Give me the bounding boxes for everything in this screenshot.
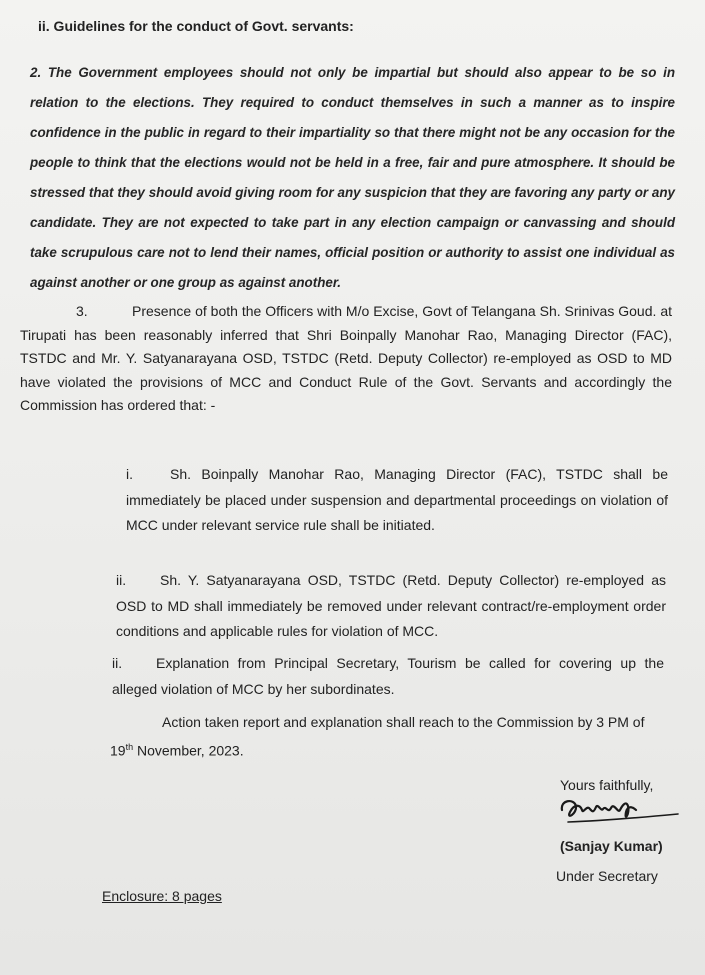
action-date-suffix: th [125,742,134,752]
order-item-1-text: Sh. Boinpally Manohar Rao, Managing Director (FAC), TSTDC shall be immediately be placed under suspension and departmental proceedings on violation of MCC under relevant service rule shall be initiated. [126,466,668,533]
paragraph-2: 2. The Government employees should not only be impartial but should also appear to be so in relation to the elections. They required to conduct themselves in such a manner as to inspire confidence in the public in regard to their impartiality so that there might not be any occasion for the people to think that the elections would not be held in a free, fair and pure atmosphere. It should be stressed that they should avoid giving room for any suspicion that they are favoring any party or any candidate. They are not expected to take part in any election campaign or canvassing and should take scrupulous care not to lend their names, official position or authority to assist one individual as against another or one group as against another. [30,65,675,290]
action-date-tail: November, 2023. [133,742,244,759]
order-item-1 [126,462,668,539]
signer-designation: Under Secretary [556,868,658,884]
order-item-3-mark: ii. [112,655,123,671]
paragraph-3 [20,300,672,418]
order-item-2-text: Sh. Y. Satyanarayana OSD, TSTDC (Retd. Deputy Collector) re-employed as OSD to MD shall immediately be removed under relevant contract/re-employment order conditions and applicable rules for violation of MCC. [116,572,666,639]
enclosure-note: Enclosure: 8 pages [102,888,222,904]
order-item-2 [116,568,666,645]
action-deadline [110,710,666,764]
paragraph-3-text: Presence of both the Officers with M/o Excise, Govt of Telangana Sh. Srinivas Goud. at Tirupati has been reasonably inferred that Shri Boinpally Manohar Rao, Managing Director (FAC), TSTDC and Mr. Y. Satyanarayana OSD, TSTDC (Retd. Deputy Collector) re-employed as OSD to MD have violated the provisions of MCC and Conduct Rule of the Govt. Servants and accordingly the Commission has ordered that: - [20,303,672,413]
paragraph-3-number: 3. [76,303,88,319]
order-item-3 [112,651,664,702]
signature-image [556,792,680,830]
order-item-2-mark: ii. [116,572,127,588]
action-text: Action taken report and explanation shall reach to the Commission by 3 PM of 19 [110,714,645,759]
signer-name: (Sanjay Kumar) [560,838,663,854]
order-item-1-mark: i. [126,466,133,482]
order-item-3-text: Explanation from Principal Secretary, Tourism be called for covering up the alleged violation of MCC by her subordinates. [112,655,664,697]
section-heading: ii. Guidelines for the conduct of Govt. servants: [38,18,354,34]
closing-salutation: Yours faithfully, [560,777,654,793]
